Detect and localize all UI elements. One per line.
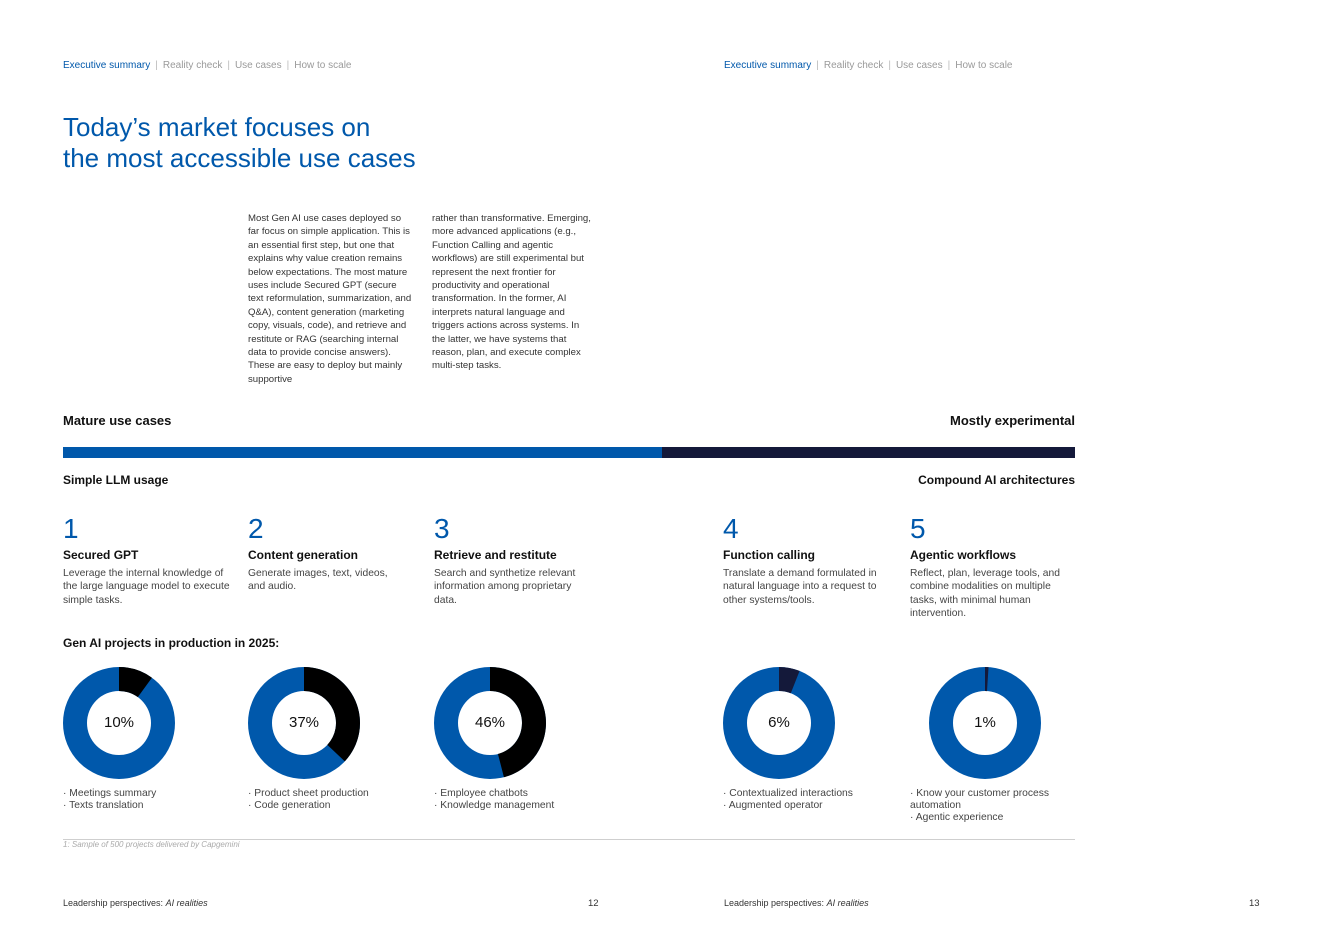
donut-percent-label: 37% xyxy=(288,714,320,731)
use-case-description: Generate images, text, videos, and audio. xyxy=(248,568,388,593)
nav-separator: | xyxy=(227,60,230,71)
page-title-line-2: the most accessible use cases xyxy=(63,143,416,173)
list-item: · Product sheet production xyxy=(248,788,369,799)
donut-chart-2 xyxy=(247,666,361,785)
footer-publication: Leadership perspectives: xyxy=(724,898,827,908)
use-case-description: Search and synthetize relevant information among proprietary data. xyxy=(434,568,576,606)
mature-use-cases-label: Mature use cases xyxy=(63,413,172,428)
use-case-name: Agentic workflows xyxy=(910,548,1017,562)
use-case-2 xyxy=(248,512,420,594)
examples-list-1 xyxy=(63,788,223,812)
list-item: · Employee chatbots xyxy=(434,788,528,799)
use-case-5 xyxy=(910,512,1082,621)
footer-right xyxy=(724,898,869,908)
list-item: · Agentic experience xyxy=(910,812,1004,823)
mature-spectrum-bar xyxy=(63,447,662,458)
use-case-name: Retrieve and restitute xyxy=(434,548,557,562)
donut-percent-label: 46% xyxy=(474,714,506,731)
nav-use-cases[interactable]: Use cases xyxy=(895,60,943,71)
use-case-number: 2 xyxy=(248,513,264,544)
examples-list-5 xyxy=(910,788,1060,824)
nav-executive-summary[interactable]: Executive summary xyxy=(724,60,812,71)
donut-chart-1 xyxy=(62,666,176,785)
nav-separator: | xyxy=(947,60,951,71)
nav-reality-check[interactable]: Reality check xyxy=(823,60,884,71)
use-case-number: 5 xyxy=(910,513,926,544)
list-item: · Code generation xyxy=(248,800,331,811)
page-title-line-1: Today’s market focuses on xyxy=(63,112,371,142)
use-case-number: 1 xyxy=(63,513,79,544)
use-case-4 xyxy=(723,512,895,607)
page-number-left: 12 xyxy=(588,898,599,909)
nav-separator: | xyxy=(286,60,290,71)
footer-left xyxy=(63,898,208,908)
experimental-spectrum-bar xyxy=(662,447,1075,458)
page-title xyxy=(63,112,483,174)
body-column-1: Most Gen AI use cases deployed so far focus on simple application. This is an essential first step, but one that explains why value creation remains below expectations. The most mature uses include Secured GPT (secure text reformulation, summarization, and Q&A), content generation (marketing copy, visuals, code), and retrieve and restitute or RAG (searching internal data to provide concise answers). These are easy to deploy but mainly supportive xyxy=(248,213,412,385)
examples-list-4 xyxy=(723,788,883,812)
use-case-name: Secured GPT xyxy=(63,548,139,562)
footnote: 1: Sample of 500 projects delivered by Capgemini xyxy=(63,840,240,849)
nav-how-to-scale[interactable]: How to scale xyxy=(955,60,1013,71)
use-case-description: Leverage the internal knowledge of the large language model to execute simple tasks. xyxy=(63,568,230,606)
breadcrumb-nav-left xyxy=(63,60,351,71)
examples-list-3 xyxy=(434,788,594,812)
donut-chart-3 xyxy=(433,666,547,785)
donut-chart-4 xyxy=(722,666,836,785)
use-case-3 xyxy=(434,512,606,607)
compound-ai-label: Compound AI architectures xyxy=(918,473,1075,487)
footer-publication: Leadership perspectives: xyxy=(63,898,166,908)
list-item: · Knowledge management xyxy=(434,800,555,811)
list-item: · Contextualized interactions xyxy=(723,788,853,799)
donut-percent-label: 10% xyxy=(103,714,135,731)
donut-chart-5 xyxy=(928,666,1042,785)
nav-use-cases[interactable]: Use cases xyxy=(234,60,282,71)
simple-llm-usage-label: Simple LLM usage xyxy=(63,473,169,487)
production-chart-title: Gen AI projects in production in 2025: xyxy=(63,636,280,650)
mostly-experimental-label: Mostly experimental xyxy=(950,413,1075,428)
list-item: · Meetings summary xyxy=(63,788,157,799)
list-item: · Augmented operator xyxy=(723,800,823,811)
donut-percent-label: 6% xyxy=(768,714,790,731)
page-number-right: 13 xyxy=(1249,898,1260,909)
use-case-1 xyxy=(63,512,235,607)
use-case-name: Content generation xyxy=(248,548,358,562)
nav-executive-summary[interactable]: Executive summary xyxy=(63,60,151,71)
nav-separator: | xyxy=(888,60,891,71)
body-column-2: rather than transformative. Emerging, more advanced applications (e.g., Function Calling and agentic workflows) are still experimental but represent the next frontier for productivity and operational transformation. In the former, AI interprets natural language and triggers actions across systems. In the latter, we have systems that reason, plan, and execute complex multi-step tasks. xyxy=(432,213,591,372)
nav-separator: | xyxy=(816,60,819,71)
nav-separator: | xyxy=(155,60,158,71)
nav-how-to-scale[interactable]: How to scale xyxy=(294,60,352,71)
use-case-number: 3 xyxy=(434,513,450,544)
footer-publication-italic: AI realities xyxy=(165,898,208,908)
breadcrumb-nav-right xyxy=(724,60,1012,71)
donut-percent-label: 1% xyxy=(974,714,996,731)
examples-list-2 xyxy=(248,788,408,812)
use-case-name: Function calling xyxy=(723,548,815,562)
footer-publication-italic: AI realities xyxy=(826,898,869,908)
nav-reality-check[interactable]: Reality check xyxy=(162,60,223,71)
use-case-description: Translate a demand formulated in natural language into a request to other systems/tools. xyxy=(723,568,877,606)
use-case-description: Reflect, plan, leverage tools, and combine modalities on multiple tasks, with minimal human intervention. xyxy=(910,568,1060,620)
list-item: · Know your customer process automation xyxy=(910,788,1050,811)
use-case-number: 4 xyxy=(723,513,739,544)
list-item: · Texts translation xyxy=(63,800,144,811)
